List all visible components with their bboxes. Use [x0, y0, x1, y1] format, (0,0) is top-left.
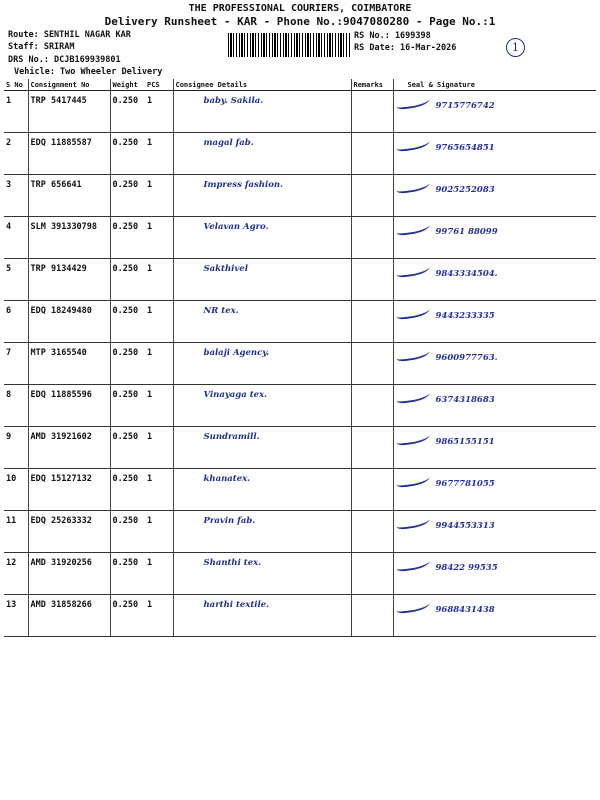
signature-cell	[393, 133, 596, 175]
consignment-number-cell: EDQ 11885587	[28, 133, 110, 175]
table-row	[4, 217, 596, 259]
weight-cell: 0.250	[110, 595, 145, 637]
sno-cell: 2	[4, 133, 28, 175]
signature-cell	[393, 511, 596, 553]
consignee-cell: baby. Sakila.	[173, 91, 351, 133]
pcs-cell: 1	[145, 217, 173, 259]
signature-phone: 98422 99535	[435, 563, 498, 573]
consignee-cell: Pravin fab.	[173, 511, 351, 553]
signature-scrawl	[395, 136, 430, 153]
remarks-cell	[351, 343, 393, 385]
sheet-title: Delivery Runsheet - KAR - Phone No.:9047080280 - Page No.:1	[104, 15, 496, 28]
signature-phone: 9443233335	[435, 311, 495, 321]
table-row	[4, 259, 596, 301]
signature-cell	[393, 259, 596, 301]
consignee-cell: magal fab.	[173, 133, 351, 175]
consignee-cell: Vinayaga tex.	[173, 385, 351, 427]
weight-cell: 0.250	[110, 385, 145, 427]
sno-cell: 10	[4, 469, 28, 511]
table-row	[4, 301, 596, 343]
vehicle-field: Vehicle: Two Wheeler Delivery	[14, 67, 163, 77]
signature-scrawl	[395, 598, 430, 615]
consignment-number-cell: EDQ 25263332	[28, 511, 110, 553]
signature-phone: 9715776742	[435, 101, 495, 111]
sno-cell: 3	[4, 175, 28, 217]
remarks-cell	[351, 511, 393, 553]
weight-cell: 0.250	[110, 91, 145, 133]
pcs-cell: 1	[145, 91, 173, 133]
consignee-cell: Velavan Agro.	[173, 217, 351, 259]
signature-cell	[393, 427, 596, 469]
sno-cell: 7	[4, 343, 28, 385]
signature-cell	[393, 385, 596, 427]
consignment-number-cell: EDQ 15127132	[28, 469, 110, 511]
signature-phone: 9944553313	[435, 521, 495, 531]
table-body	[4, 91, 596, 637]
drs-number-field: DRS No.: DCJB169939801	[8, 55, 121, 65]
table-row	[4, 469, 596, 511]
signature-phone: 9865155151	[435, 437, 495, 447]
table-row	[4, 595, 596, 637]
pcs-cell: 1	[145, 133, 173, 175]
signature-phone: 9677781055	[435, 479, 495, 489]
signature-scrawl	[395, 304, 430, 321]
signature-phone: 9025252083	[435, 185, 495, 195]
consignee-cell: harthi textile.	[173, 595, 351, 637]
consignment-number-cell: TRP 5417445	[28, 91, 110, 133]
consignee-cell: Sakthivel	[173, 259, 351, 301]
weight-cell: 0.250	[110, 217, 145, 259]
header-weight: Weight	[110, 79, 145, 91]
signature-phone: 9843334504.	[435, 269, 498, 279]
table-row	[4, 343, 596, 385]
weight-cell: 0.250	[110, 553, 145, 595]
header-consignee: Consignee Details	[173, 79, 351, 91]
weight-cell: 0.250	[110, 259, 145, 301]
header-seal-signature: Seal & Signature	[393, 79, 596, 91]
weight-cell: 0.250	[110, 133, 145, 175]
consignee-cell: Shanthi tex.	[173, 553, 351, 595]
sno-cell: 8	[4, 385, 28, 427]
signature-scrawl	[395, 220, 430, 237]
pcs-cell: 1	[145, 427, 173, 469]
sno-cell: 11	[4, 511, 28, 553]
pcs-cell: 1	[145, 301, 173, 343]
remarks-cell	[351, 301, 393, 343]
weight-cell: 0.250	[110, 427, 145, 469]
signature-phone: 6374318683	[435, 395, 495, 405]
runsheet-table	[4, 79, 596, 637]
signature-cell	[393, 343, 596, 385]
sno-cell: 6	[4, 301, 28, 343]
page-mark-circle: 1	[506, 38, 525, 57]
signature-scrawl	[395, 262, 430, 279]
table-row	[4, 91, 596, 133]
remarks-cell	[351, 259, 393, 301]
header-consignment: Consignment No	[28, 79, 110, 91]
remarks-cell	[351, 553, 393, 595]
pcs-cell: 1	[145, 469, 173, 511]
signature-scrawl	[395, 178, 430, 195]
weight-cell: 0.250	[110, 343, 145, 385]
sno-cell: 1	[4, 91, 28, 133]
header-sno: S No	[4, 79, 28, 91]
sno-cell: 4	[4, 217, 28, 259]
weight-cell: 0.250	[110, 175, 145, 217]
table-row	[4, 175, 596, 217]
consignment-number-cell: AMD 31858266	[28, 595, 110, 637]
consignee-cell: balaji Agency.	[173, 343, 351, 385]
table-row	[4, 553, 596, 595]
signature-scrawl	[395, 472, 430, 489]
weight-cell: 0.250	[110, 301, 145, 343]
remarks-cell	[351, 595, 393, 637]
signature-cell	[393, 469, 596, 511]
barcode-image	[228, 33, 350, 57]
pcs-cell: 1	[145, 343, 173, 385]
signature-phone: 9600977763.	[435, 353, 498, 363]
table-row	[4, 427, 596, 469]
signature-cell	[393, 553, 596, 595]
remarks-cell	[351, 427, 393, 469]
pcs-cell: 1	[145, 175, 173, 217]
rs-number-field: RS No.: 1699398	[354, 31, 431, 41]
signature-cell	[393, 301, 596, 343]
table-row	[4, 511, 596, 553]
signature-cell	[393, 91, 596, 133]
pcs-cell: 1	[145, 553, 173, 595]
consignee-cell: NR tex.	[173, 301, 351, 343]
consignee-cell: Impress fashion.	[173, 175, 351, 217]
remarks-cell	[351, 175, 393, 217]
table-row	[4, 133, 596, 175]
consignment-number-cell: AMD 31920256	[28, 553, 110, 595]
signature-phone: 99761 88099	[435, 227, 498, 237]
consignment-number-cell: TRP 656641	[28, 175, 110, 217]
rs-date-field: RS Date: 16-Mar-2026	[354, 43, 457, 53]
signature-scrawl	[395, 514, 430, 531]
sno-cell: 9	[4, 427, 28, 469]
table-header-row	[4, 79, 596, 91]
signature-scrawl	[395, 346, 430, 363]
header-pcs: PCS	[145, 79, 173, 91]
consignment-number-cell: TRP 9134429	[28, 259, 110, 301]
signature-cell	[393, 175, 596, 217]
consignee-cell: khanatex.	[173, 469, 351, 511]
signature-phone: 9765654851	[435, 143, 495, 153]
sno-cell: 5	[4, 259, 28, 301]
signature-scrawl	[395, 388, 430, 405]
consignment-number-cell: SLM 391330798	[28, 217, 110, 259]
signature-cell	[393, 595, 596, 637]
signature-scrawl	[395, 430, 430, 447]
pcs-cell: 1	[145, 511, 173, 553]
consignee-cell: Sundramill.	[173, 427, 351, 469]
consignment-number-cell: MTP 3165540	[28, 343, 110, 385]
weight-cell: 0.250	[110, 469, 145, 511]
consignment-number-cell: EDQ 18249480	[28, 301, 110, 343]
remarks-cell	[351, 133, 393, 175]
consignment-number-cell: EDQ 11885596	[28, 385, 110, 427]
staff-field: Staff: SRIRAM	[8, 42, 75, 52]
signature-phone: 9688431438	[435, 605, 495, 615]
consignment-number-cell: AMD 31921602	[28, 427, 110, 469]
sno-cell: 12	[4, 553, 28, 595]
company-title: THE PROFESSIONAL COURIERS, COIMBATORE	[188, 3, 412, 14]
pcs-cell: 1	[145, 259, 173, 301]
sno-cell: 13	[4, 595, 28, 637]
table-row	[4, 385, 596, 427]
header-remarks: Remarks	[351, 79, 393, 91]
remarks-cell	[351, 385, 393, 427]
remarks-cell	[351, 91, 393, 133]
signature-cell	[393, 217, 596, 259]
route-field: Route: SENTHIL NAGAR KAR	[8, 30, 131, 40]
signature-scrawl	[395, 94, 430, 111]
remarks-cell	[351, 217, 393, 259]
pcs-cell: 1	[145, 595, 173, 637]
weight-cell: 0.250	[110, 511, 145, 553]
signature-scrawl	[395, 556, 430, 573]
pcs-cell: 1	[145, 385, 173, 427]
remarks-cell	[351, 469, 393, 511]
